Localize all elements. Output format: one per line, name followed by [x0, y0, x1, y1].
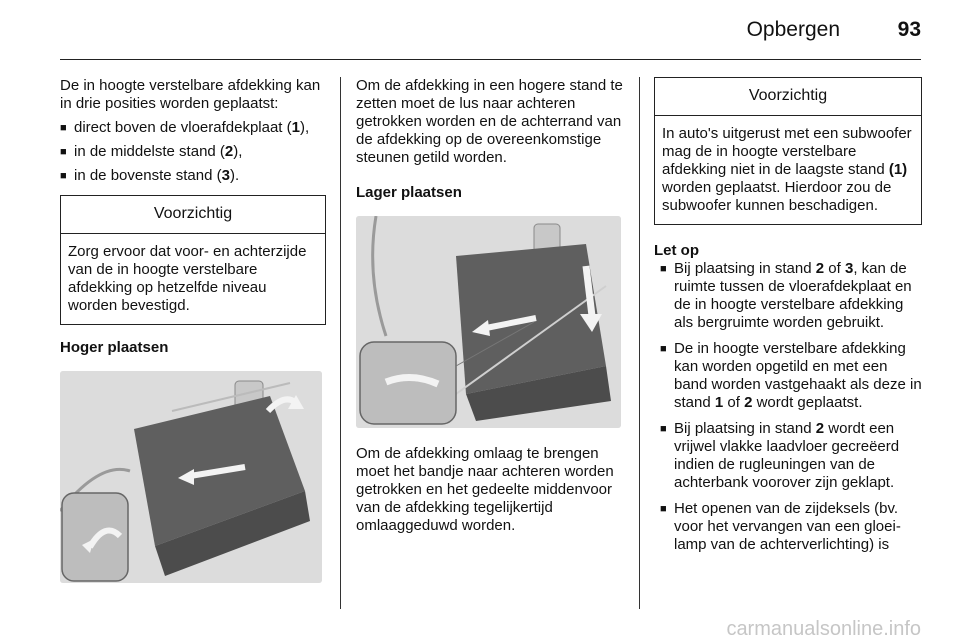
caution-text: Zorg ervoor dat voor- en achterzijde van de in hoogte verstelbare afdekking op hetzelfde niveau worden bevestigd. [68, 243, 307, 314]
column-left [60, 77, 326, 583]
position-list [60, 119, 326, 185]
caution-text: In auto's uitgerust met een subwoofer mag de in hoogte verstelbare afdekking niet in de laagste stand (1) worden geplaatst. Hierdoor zou de subwoofer kunnen beschadigen. [662, 125, 912, 214]
column-divider [340, 77, 341, 609]
intro-paragraph: De in hoogte verstelbare afdekking kan in drie posities worden geplaatst: [60, 77, 321, 112]
note-item: ■ Bij plaatsing in stand 2 of 3, kan de ruimte tussen de vloerafdekplaat en de in hoogte verstelbare afdekking als bergruimte worden gebruikt. [660, 260, 922, 332]
note-item: ■ Bij plaatsing in stand 2 wordt een vrijwel vlakke laadvloer gecreëerd indien de rugleuningen van de achterbank voorover zijn geklapt. [660, 420, 922, 492]
note-item: ■ De in hoogte verstelbare afdekking kan worden opgetild en met een band worden vastgehaakt als deze in stand 1 of 2 wordt geplaatst. [660, 340, 922, 412]
caution-title: Voorzichtig [61, 196, 325, 234]
illustration-raise-cover [60, 371, 322, 583]
watermark: carmanualsonline.info [726, 618, 921, 640]
raise-instructions: Om de afdekking in een hogere stand te zetten moet de lus naar achteren getrokken worden en de achterrand van de afdekking op de overeenkomstige steunen getild worden. [356, 77, 623, 166]
caution-box [60, 195, 326, 325]
section-title: Opbergen [746, 18, 840, 41]
subheading-raise: Hoger plaatsen [60, 339, 169, 356]
column-right [654, 77, 922, 554]
caution-title: Voorzichtig [655, 78, 921, 116]
column-middle [356, 77, 626, 535]
illustration-lower-cover [356, 216, 621, 428]
caution-box [654, 77, 922, 225]
header-divider [60, 59, 921, 60]
note-title: Let op [654, 242, 699, 259]
list-item: ■ direct boven de vloerafdekplaat (1), [60, 119, 326, 137]
subheading-lower: Lager plaatsen [356, 184, 462, 201]
page-number: 93 [897, 18, 921, 41]
list-item: ■ in de middelste stand (2), [60, 143, 326, 161]
lower-instructions: Om de afdekking omlaag te brengen moet het bandje naar achteren worden getrokken en het gedeelte middenvoor van de afdekking tegelijkertijd omlaaggeduwd worden. [356, 445, 614, 534]
column-divider [639, 77, 640, 609]
note-item: ■ Het openen van de zijdeksels (bv. voor het vervangen van een gloeilamp van de achterverlichting) is [660, 500, 922, 554]
note-list [654, 260, 922, 554]
list-item: ■ in de bovenste stand (3). [60, 167, 326, 185]
note-section [654, 242, 922, 554]
